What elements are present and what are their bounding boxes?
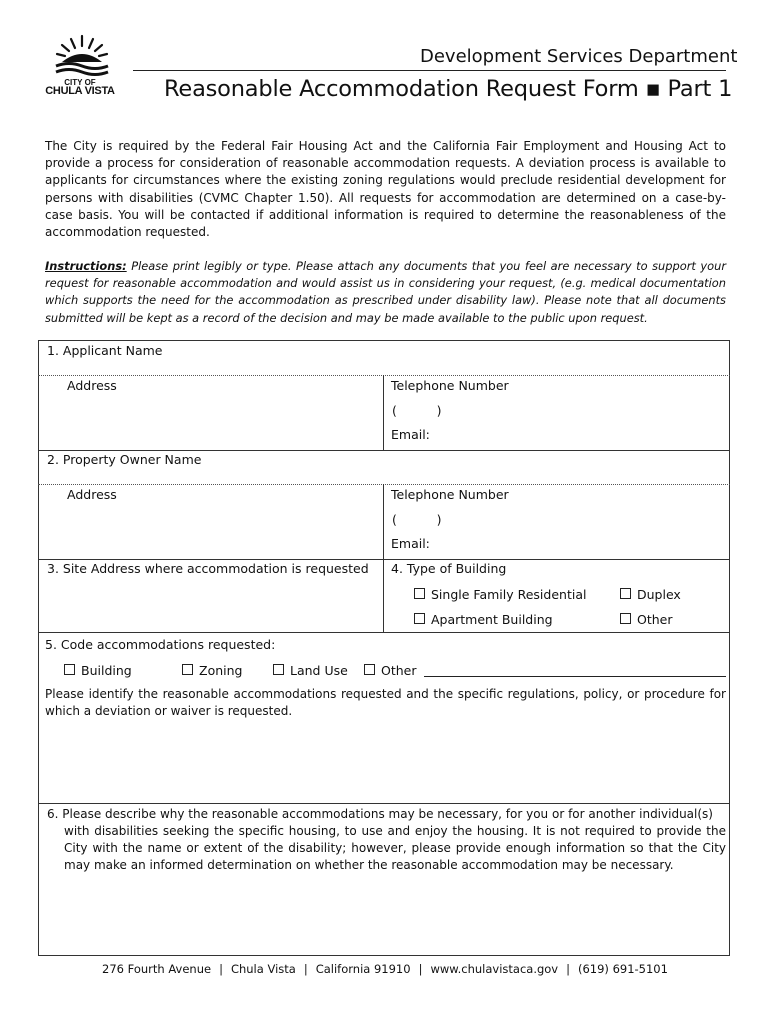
- footer-separator: |: [566, 962, 570, 976]
- footer-state-zip: California 91910: [315, 962, 411, 976]
- title-bullet: ▪: [645, 76, 661, 102]
- code-land-use-label: Land Use: [290, 663, 348, 678]
- applicant-email-field[interactable]: Email:: [391, 427, 430, 442]
- logo-wordmark: [40, 78, 120, 96]
- building-other-label: Other: [637, 612, 673, 627]
- footer-address: 276 Fourth Avenue: [102, 962, 212, 976]
- divider: [38, 375, 730, 376]
- site-address-field[interactable]: 3. Site Address where accommodation is requested: [47, 561, 369, 576]
- checkbox-single-family[interactable]: [414, 587, 586, 602]
- checkbox-icon: [620, 588, 631, 599]
- instructions-text: Please print legibly or type. Please attach any documents that you feel are necessary to support your request for reasonable accommodation and would assist us in considering your request, (e.g. medical documentation which supports the need for the accommodation as prescribed under disability law). Please note that all documents submitted will be kept as a record of the decision and may be made available to the public upon request.: [45, 259, 726, 325]
- footer-phone: (619) 691-5101: [578, 962, 668, 976]
- owner-address-field[interactable]: Address: [67, 487, 117, 502]
- necessity-response-area[interactable]: [40, 878, 728, 954]
- owner-name-field[interactable]: 2. Property Owner Name: [47, 452, 202, 467]
- owner-area-code: ( ): [392, 512, 442, 527]
- divider: [38, 484, 730, 485]
- code-other-label: Other: [381, 663, 417, 678]
- title-part: Part 1: [667, 76, 733, 102]
- building-type-label: 4. Type of Building: [391, 561, 507, 576]
- divider: [383, 484, 384, 632]
- checkbox-icon: [414, 613, 425, 624]
- applicant-address-field[interactable]: Address: [67, 378, 117, 393]
- checkbox-icon: [364, 664, 375, 675]
- footer-separator: |: [219, 962, 223, 976]
- owner-email-field[interactable]: Email:: [391, 536, 430, 551]
- checkbox-code-building[interactable]: [64, 663, 132, 678]
- accommodations-instructions: Please identify the reasonable accommodations requested and the specific regulations, policy, or procedure for which a deviation or waiver is requested.: [45, 687, 726, 719]
- checkbox-apartment[interactable]: [414, 612, 553, 627]
- code-accommodations-label: 5. Code accommodations requested:: [45, 637, 276, 652]
- checkbox-icon: [64, 664, 75, 675]
- checkbox-duplex[interactable]: [620, 587, 681, 602]
- checkbox-building-other[interactable]: [620, 612, 673, 627]
- intro-paragraph: The City is required by the Federal Fair Housing Act and the California Fair Employment and Housing Act to provide a process for consideration of reasonable accommodation requests. A deviation process is available to applicants for circumstances where the existing zoning regulations would preclude residential development for persons with disabilities (CVMC Chapter 1.50). All requests for accommodation are determined on a case-by-case basis. You will be contacted if additional information is required to determine the reasonableness of the accommodation requested.: [45, 139, 726, 240]
- duplex-label: Duplex: [637, 587, 681, 602]
- checkbox-icon: [273, 664, 284, 675]
- checkbox-icon: [182, 664, 193, 675]
- divider: [383, 375, 384, 450]
- page-title: [164, 76, 732, 102]
- owner-phone-field[interactable]: Telephone Number: [391, 487, 509, 502]
- header-rule: [133, 70, 726, 71]
- applicant-phone-field[interactable]: Telephone Number: [391, 378, 509, 393]
- footer-contact: [0, 962, 770, 976]
- instructions-lead: Instructions:: [45, 259, 127, 273]
- applicant-area-code: ( ): [392, 403, 442, 418]
- title-text: Reasonable Accommodation Request Form: [164, 76, 639, 102]
- applicant-name-field[interactable]: 1. Applicant Name: [47, 343, 163, 358]
- necessity-question-rest: with disabilities seeking the specific housing, to use and enjoy the housing. It is not required to provide the City with the name or extent of the disability; however, please provide enough information so that the City may make an informed determination on whether the reasonable accommodation may be necessary.: [64, 824, 726, 873]
- checkbox-icon: [414, 588, 425, 599]
- department-name: Development Services Department: [420, 46, 738, 67]
- footer-separator: |: [303, 962, 308, 976]
- divider: [38, 632, 730, 633]
- logo-line-2: CHULA VISTA: [45, 85, 115, 97]
- footer-separator: |: [418, 962, 423, 976]
- footer-city: Chula Vista: [230, 962, 296, 976]
- divider: [38, 450, 730, 451]
- apartment-label: Apartment Building: [431, 612, 553, 627]
- checkbox-code-zoning[interactable]: [182, 663, 242, 678]
- logo-line-1: CITY OF: [64, 78, 96, 87]
- checkbox-code-land-use[interactable]: [273, 663, 348, 678]
- divider: [38, 559, 730, 560]
- footer-website: www.chulavistaca.gov: [430, 962, 559, 976]
- checkbox-code-other[interactable]: [364, 663, 417, 678]
- necessity-question-line1: 6. Please describe why the reasonable accommodations may be necessary, for you or for another individual(s): [47, 807, 713, 821]
- accommodations-response-area[interactable]: [40, 722, 728, 800]
- instructions-paragraph: [45, 258, 726, 327]
- code-zoning-label: Zoning: [199, 663, 243, 678]
- code-other-input-line[interactable]: [424, 676, 726, 677]
- checkbox-icon: [620, 613, 631, 624]
- single-family-label: Single Family Residential: [431, 587, 587, 602]
- code-building-label: Building: [81, 663, 132, 678]
- divider: [38, 803, 730, 804]
